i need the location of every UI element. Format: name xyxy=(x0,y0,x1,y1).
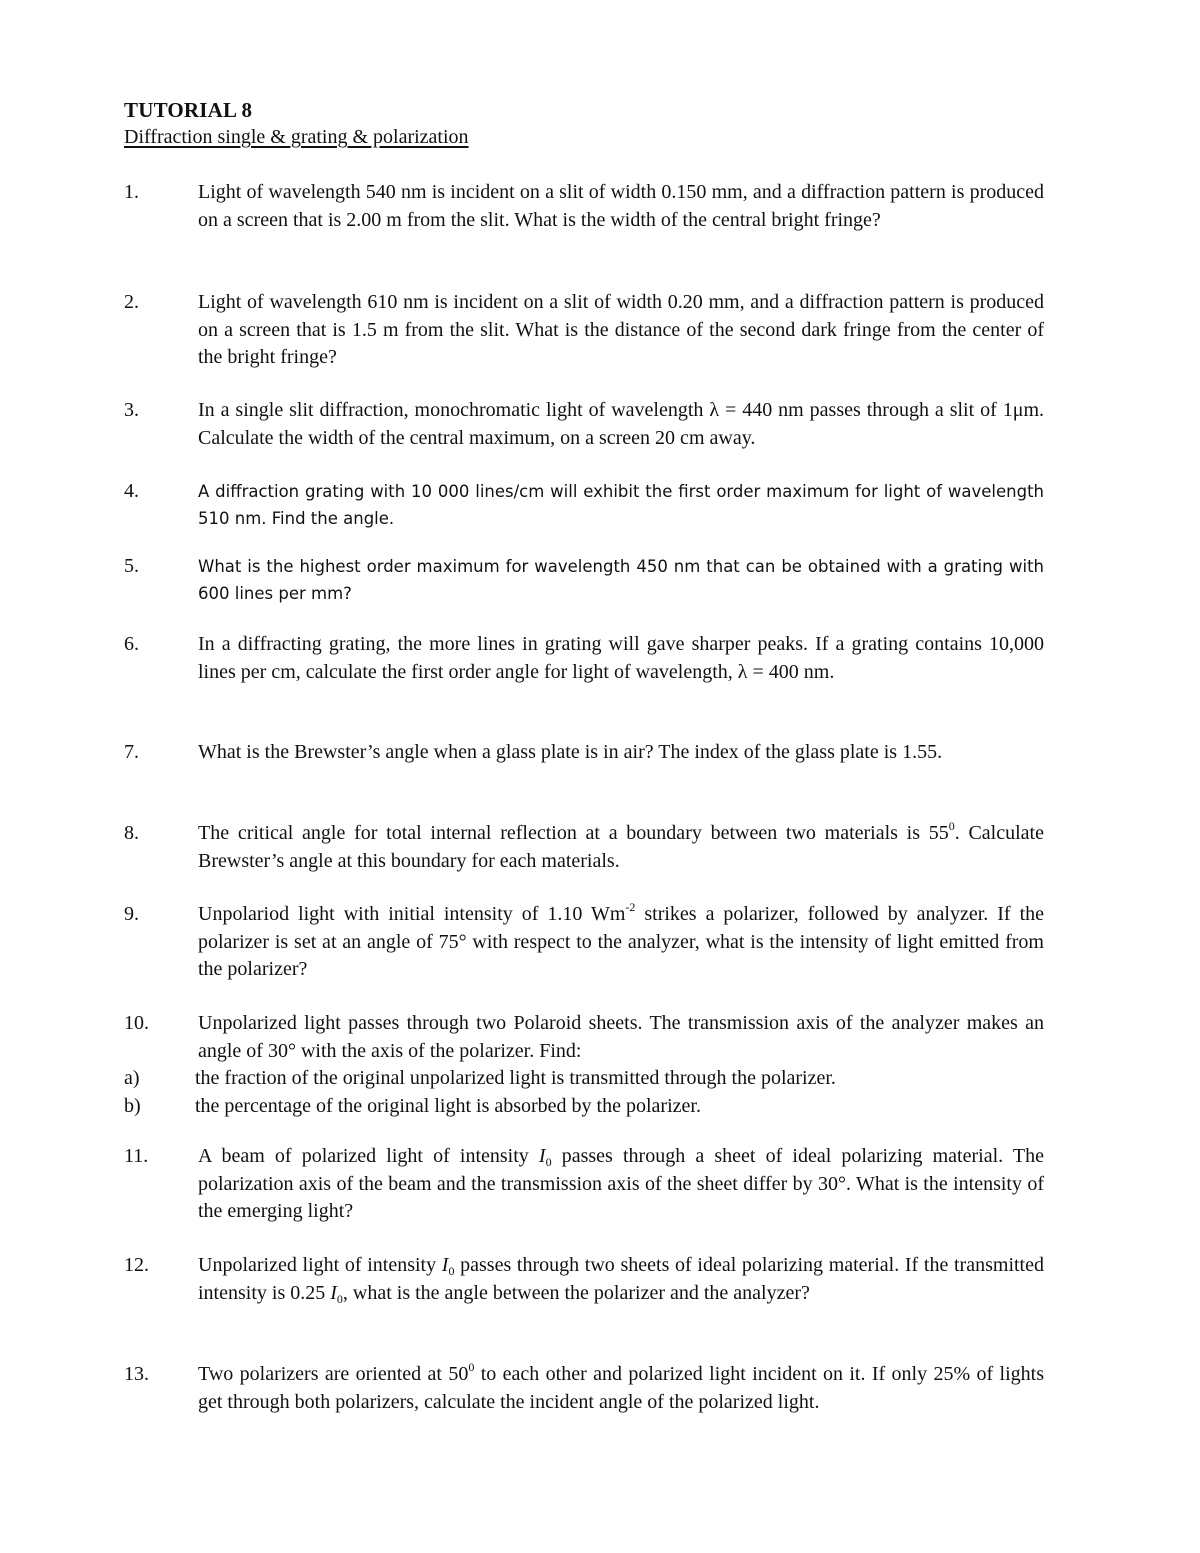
question-part-a xyxy=(124,1065,1044,1093)
question-2 xyxy=(124,289,1044,372)
question-4 xyxy=(124,478,1044,532)
question-6 xyxy=(124,631,1044,686)
question-5 xyxy=(124,553,1044,607)
part-text: the percentage of the original light is absorbed by the polarizer. xyxy=(195,1094,701,1117)
page-title: TUTORIAL 8 xyxy=(124,98,253,122)
question-number: 6. xyxy=(124,633,139,655)
question-13 xyxy=(124,1361,1044,1416)
question-10 xyxy=(124,1010,1044,1120)
question-number: 13. xyxy=(124,1363,149,1385)
question-8 xyxy=(124,820,1044,875)
question-3 xyxy=(124,397,1044,452)
question-number: 8. xyxy=(124,822,139,844)
question-text: Unpolarized light of intensity $I_0$ passes through two sheets of ideal polarizing material. If the transmitted intensity is 0.25 $I_0$, what is the angle between the polarizer and the analyzer? xyxy=(198,1254,1044,1306)
question-text: Unpolariod light with initial intensity of 1.10 $Wm^{-2}$ strikes a polarizer, followed by analyzer. If the polarizer is set at an angle of 75° with respect to the analyzer, what is the intensity of light emitted from the polarizer? xyxy=(198,900,1044,980)
question-text: Light of wavelength 540 nm is incident on a slit of width 0.150 mm, and a diffraction pattern is produced on a screen that is 2.00 m from the slit. What is the width of the central bright fringe? xyxy=(198,181,1044,231)
question-text: What is the Brewster’s angle when a glass plate is in air? The index of the glass plate is 1.55. xyxy=(198,741,943,763)
question-number: 5. xyxy=(124,555,139,577)
question-text: A beam of polarized light of intensity $I_0$ passes through a sheet of ideal polarizing material. The polarization axis of the beam and the transmission axis of the sheet differ by 30°. What is the intensity of the emerging light? xyxy=(198,1145,1045,1222)
question-text: Unpolarized light passes through two Polaroid sheets. The transmission axis of the analyzer makes an angle of 30° with the axis of the polarizer. Find: xyxy=(198,1012,1044,1062)
question-9 xyxy=(124,901,1044,984)
question-text: In a diffracting grating, the more lines in grating will gave sharper peaks. If a grating contains 10,000 lines per cm, calculate the first order angle for light of wavelength, λ = 400 nm. xyxy=(198,633,1044,683)
question-text: The critical angle for total internal reflection at a boundary between two materials is $55^0$. Calculate Brewster’s angle at this boundary for each materials. xyxy=(198,819,1044,872)
question-number: 2. xyxy=(124,291,139,313)
question-11 xyxy=(124,1143,1044,1226)
question-text: A diffraction grating with 10 000 lines/cm will exhibit the first order maximum for light of wavelength 510 nm. Find the angle. xyxy=(198,482,1044,528)
question-number: 10. xyxy=(124,1012,149,1034)
question-part-b xyxy=(124,1093,1044,1121)
question-1 xyxy=(124,179,1044,234)
question-number: 3. xyxy=(124,399,139,421)
part-text: the fraction of the original unpolarized light is transmitted through the polarizer. xyxy=(195,1067,836,1089)
question-number: 12. xyxy=(124,1254,149,1276)
page-subtitle: Diffraction single & grating & polarization xyxy=(124,126,469,148)
question-text: Light of wavelength 610 nm is incident on a slit of width 0.20 mm, and a diffraction pattern is produced on a screen that is 1.5 m from the slit. What is the distance of the second dark fringe from the center of the bright fringe? xyxy=(198,291,1044,368)
question-7 xyxy=(124,739,1044,767)
part-label: b) xyxy=(124,1094,141,1117)
question-number: 9. xyxy=(124,903,139,925)
question-text: In a single slit diffraction, monochromatic light of wavelength λ = 440 nm passes through a slit of 1μm. Calculate the width of the central maximum, on a screen 20 cm away. xyxy=(198,399,1044,449)
question-12 xyxy=(124,1252,1044,1307)
question-text: What is the highest order maximum for wavelength 450 nm that can be obtained with a grating with 600 lines per mm? xyxy=(198,557,1044,603)
question-number: 7. xyxy=(124,741,139,763)
question-text: Two polarizers are oriented at $50^0$ to each other and polarized light incident on it. If only 25% of lights get through both polarizers, calculate the incident angle of the polarized light. xyxy=(198,1360,1044,1413)
part-label: a) xyxy=(124,1067,140,1089)
question-number: 11. xyxy=(124,1145,149,1167)
question-number: 4. xyxy=(124,480,139,502)
question-number: 1. xyxy=(124,181,139,203)
